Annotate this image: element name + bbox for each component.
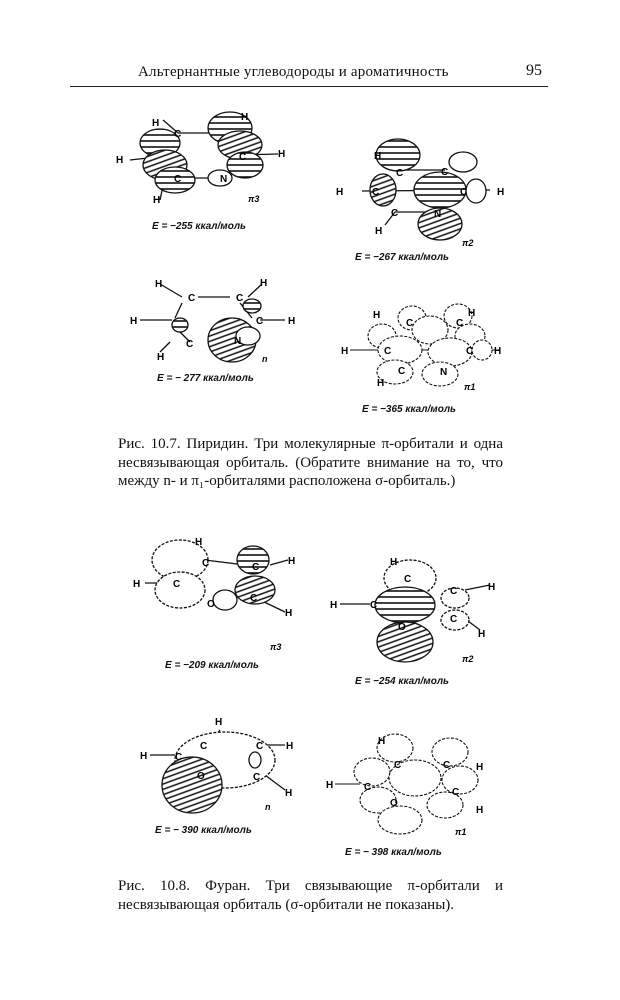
atom-h: H [497, 187, 505, 198]
atom-c: C [394, 760, 402, 771]
atom-c: C [460, 187, 468, 198]
atom-c: C [372, 187, 380, 198]
atom-h: H [152, 118, 160, 129]
atom-h: H [157, 352, 165, 363]
atom-n: N [440, 367, 448, 378]
atom-h: H [260, 278, 268, 289]
atom-c: C [250, 593, 258, 604]
atom-c: C [188, 293, 196, 304]
atom-c: C [396, 168, 404, 179]
atom-c: C [200, 741, 208, 752]
atom-o: O [197, 771, 205, 782]
atom-c: C [450, 614, 458, 625]
figure-10-7-caption: Рис. 10.7. Пиридин. Три молекулярные π-орбитали и одна несвязывающая орбиталь. (Обратите внимание на то, что между n- и π₁-орбиталями расположена σ-орбиталь.) [118, 436, 503, 489]
furan-pi2-diagram [340, 560, 490, 662]
atom-c: C [391, 208, 399, 219]
atom-c: C [364, 782, 372, 793]
furan-pi1-diagram [335, 734, 478, 834]
atom-c: C [466, 346, 474, 357]
page-number: 95 [526, 62, 542, 79]
atom-h: H [373, 310, 381, 321]
energy-label: E = −365 ккал/моль [362, 404, 456, 415]
atom-h: H [140, 751, 148, 762]
atom-h: H [375, 226, 383, 237]
orbital-label: π3 [248, 194, 260, 204]
atom-c: C [173, 579, 181, 590]
atom-o: O [398, 622, 406, 633]
energy-label: E = −255 ккал/моль [152, 221, 246, 232]
atom-c: C [202, 558, 210, 569]
atom-c: C [456, 318, 464, 329]
atom-h: H [116, 155, 124, 166]
atom-n: N [220, 174, 228, 185]
atom-h: H [488, 582, 496, 593]
atom-h: H [374, 151, 382, 162]
atom-h: H [195, 537, 203, 548]
atom-c: C [384, 346, 392, 357]
atom-h: H [133, 579, 141, 590]
energy-label: E = − 277 ккал/моль [157, 373, 254, 384]
orbital-label: π2 [462, 654, 474, 664]
atom-c: C [441, 167, 449, 178]
furan-pi3-diagram [145, 540, 288, 612]
atom-c: C [443, 760, 451, 771]
atom-h: H [476, 805, 484, 816]
atom-h: H [390, 557, 398, 568]
energy-label: E = − 390 ккал/моль [155, 825, 252, 836]
atom-c: C [252, 562, 260, 573]
atom-h: H [288, 556, 296, 567]
atom-c: C [236, 293, 244, 304]
atom-h: H [241, 112, 249, 123]
orbital-label: π1 [455, 827, 467, 837]
atom-h: H [494, 346, 502, 357]
atom-h: H [215, 717, 223, 728]
energy-label: E = − 398 ккал/моль [345, 847, 442, 858]
atom-o: O [390, 798, 398, 809]
atom-c: C [239, 152, 247, 163]
atom-h: H [478, 629, 486, 640]
atom-h: H [286, 741, 294, 752]
atom-c: C [398, 366, 406, 377]
atom-h: H [336, 187, 344, 198]
furan-n-diagram [150, 730, 285, 813]
atom-h: H [378, 736, 386, 747]
atom-c: C [253, 772, 261, 783]
atom-h: H [285, 788, 293, 799]
atom-c: C [256, 316, 264, 327]
atom-c: C [406, 318, 414, 329]
running-head: Альтернантные углеводороды и ароматичность [138, 64, 449, 80]
atom-c: C [174, 174, 182, 185]
energy-label: E = −267 ккал/моль [355, 252, 449, 263]
figure-10-8-caption: Рис. 10.8. Фуран. Три связывающие π-орбитали и несвязывающая орбиталь (σ-орбитали не показаны). [118, 878, 503, 913]
atom-c: C [404, 574, 412, 585]
atom-c: C [186, 339, 194, 350]
atom-n: N [234, 336, 242, 347]
atom-c: C [174, 129, 182, 140]
atom-h: H [468, 308, 476, 319]
atom-h: H [330, 600, 338, 611]
orbital-label: n [265, 802, 271, 812]
energy-label: E = −254 ккал/моль [355, 676, 449, 687]
orbital-label: π1 [464, 382, 476, 392]
atom-h: H [155, 279, 163, 290]
atom-h: H [285, 608, 293, 619]
energy-label: E = −209 ккал/моль [165, 660, 259, 671]
atom-c: C [452, 787, 460, 798]
atom-h: H [288, 316, 296, 327]
atom-c: C [370, 600, 378, 611]
atom-h: H [130, 316, 138, 327]
atom-h: H [377, 378, 385, 389]
orbital-label: π2 [462, 238, 474, 248]
atom-h: H [326, 780, 334, 791]
atom-h: H [153, 195, 161, 206]
orbital-label: n [262, 354, 268, 364]
atom-c: C [450, 586, 458, 597]
atom-h: H [278, 149, 286, 160]
atom-h: H [341, 346, 349, 357]
orbital-label: π3 [270, 642, 282, 652]
atom-o: O [207, 599, 215, 610]
atom-c: C [256, 741, 264, 752]
atom-h: H [476, 762, 484, 773]
atom-c: C [175, 752, 183, 763]
atom-n: N [434, 209, 442, 220]
